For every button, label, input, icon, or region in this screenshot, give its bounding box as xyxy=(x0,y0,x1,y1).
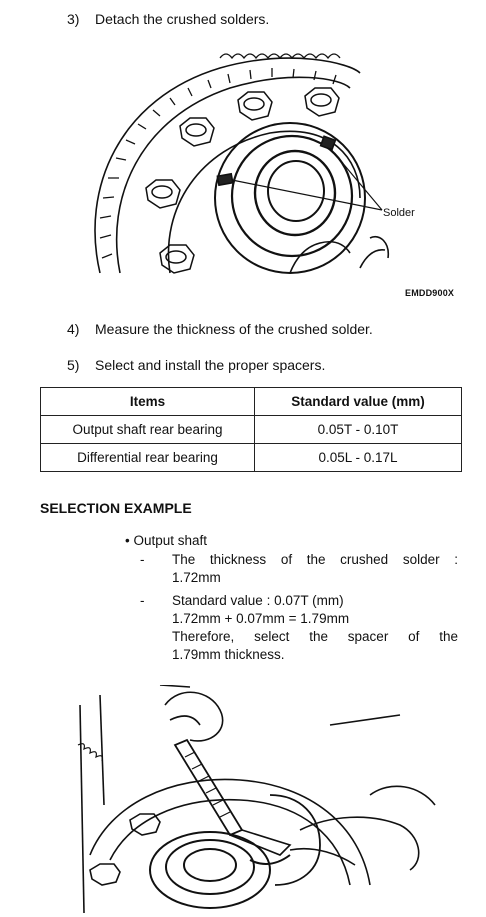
example-line: Standard value : 0.07T (mm) xyxy=(172,593,344,608)
step-text: Select and install the proper spacers. xyxy=(95,357,326,373)
step-number: 4) xyxy=(67,321,80,337)
item-cell: Output shaft rear bearing xyxy=(41,416,255,444)
step-3 xyxy=(67,10,269,28)
step-5 xyxy=(67,356,325,374)
standard-value-table xyxy=(40,387,462,472)
table-header-row xyxy=(41,388,462,416)
example-line: Therefore, select the spacer of the xyxy=(172,629,458,644)
step-text: Detach the crushed solders. xyxy=(95,11,270,27)
table-row xyxy=(41,444,462,472)
value-cell: 0.05T - 0.10T xyxy=(255,416,462,444)
value-cell: 0.05L - 0.17L xyxy=(255,444,462,472)
step-number: 3) xyxy=(67,11,80,27)
column-header-standard-value: Standard value (mm) xyxy=(255,388,462,416)
solder-figure xyxy=(60,38,470,288)
column-header-items: Items xyxy=(41,388,255,416)
example-line: 1.79mm thickness. xyxy=(172,647,285,662)
dash-marker: - xyxy=(140,593,145,608)
step-4 xyxy=(67,320,373,338)
example-line: The thickness of the crushed solder : xyxy=(172,552,458,567)
bullet-output-shaft: • Output shaft xyxy=(125,533,208,548)
example-line: 1.72mm + 0.07mm = 1.79mm xyxy=(172,611,350,626)
solder-callout-label: Solder xyxy=(383,207,415,219)
example-line: 1.72mm xyxy=(172,570,221,585)
item-cell: Differential rear bearing xyxy=(41,444,255,472)
step-number: 5) xyxy=(67,357,80,373)
step-text: Measure the thickness of the crushed solder. xyxy=(95,321,373,337)
figure-code: EMDD900X xyxy=(405,288,455,298)
micrometer-figure xyxy=(70,685,460,913)
table-row xyxy=(41,416,462,444)
dash-marker: - xyxy=(140,552,145,567)
section-heading: SELECTION EXAMPLE xyxy=(40,500,192,516)
